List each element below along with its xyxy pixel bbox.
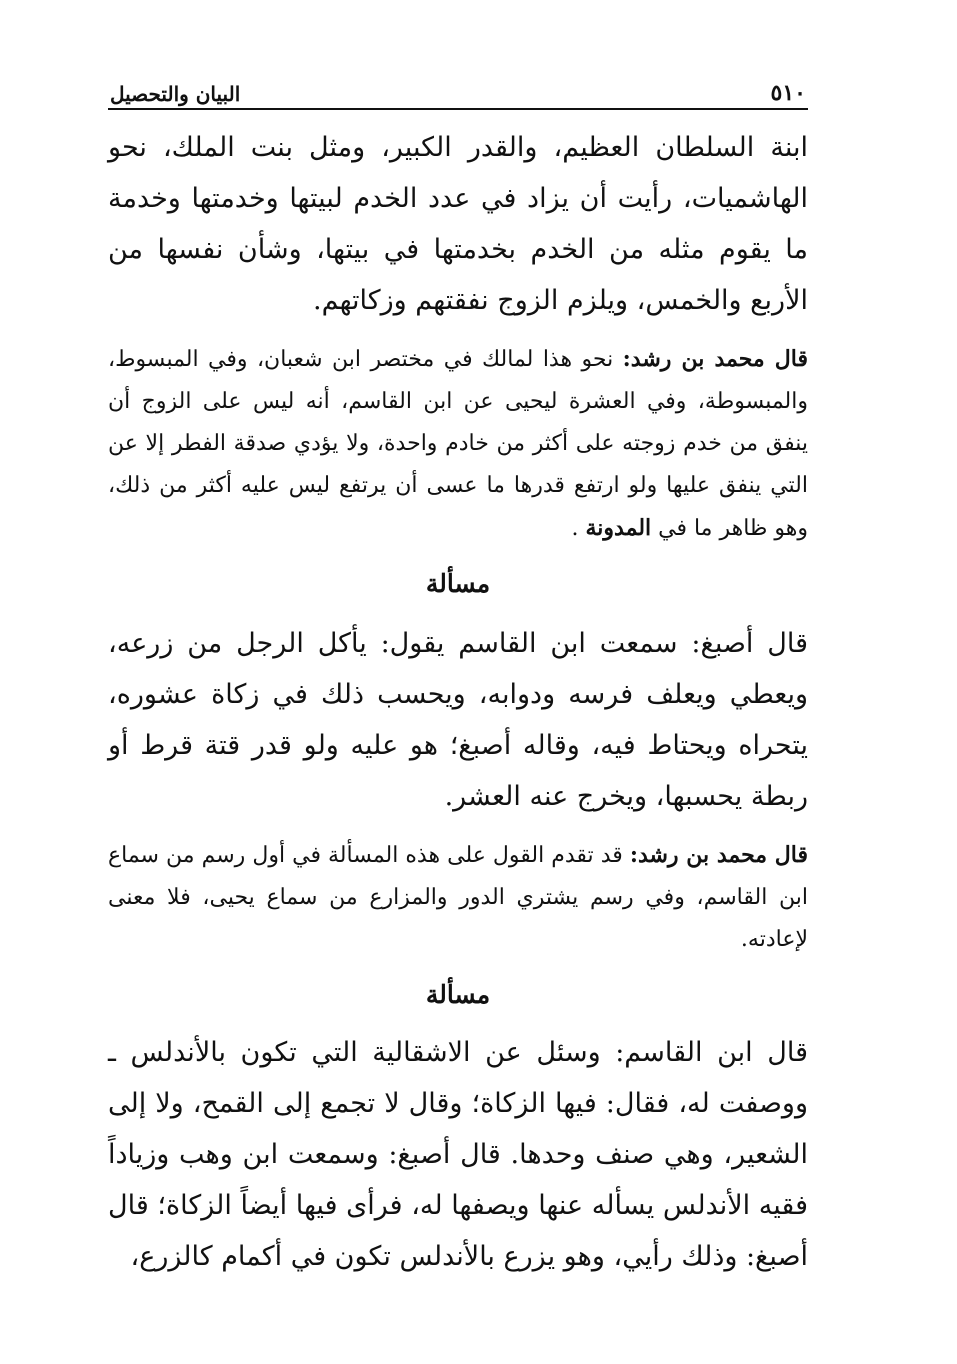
commentary-lead: قال محمد بن رشد: [622, 346, 809, 372]
running-header [108, 70, 808, 110]
section-heading-2: مسألة [425, 980, 491, 1009]
page-number: ٥١٠ [770, 80, 806, 106]
commentary-text: نحو هذا لمالك في مختصر ابن شعبان، وفي المبسوط، والمبسوطة، وفي العشرة ليحيى عن ابن القاسم، أنه ليس على الزوج أن ينفق من خدم زوجته على أكثر من خادم واحدة، ولا يؤدي صدقة الفطر إلا عن التي ينفق عليها ولو ارتفع قدرها ما عسى أن يرتفع ليس عليه أكثر من ذلك، وهو ظاهر ما في [108, 347, 808, 541]
paragraph-1: ابنة السلطان العظيم، والقدر الكبير، ومثل بنت الملك، نحو الهاشميات، رأيت أن يزاد في عدد الخدم لبيتها وخدمتها وخدمة ما يقوم مثله من الخدم بخدمتها في بيتها، وشأن نفسها من الأربع والخمس، ويلزم الزوج نفقتهم وزكاتهم. [108, 132, 808, 316]
paragraph-2: قال أصبغ: سمعت ابن القاسم يقول: يأكل الرجل من زرعه، ويعطي ويعلف فرسه ودوابه، ويحسب ذلك في زكاة عشوره، يتحراه ويحتاط فيه، وقاله أصبغ؛ هو عليه ولو قدر قتة قرط أو ربطة يحسبها، ويخرج عنه العشر. [108, 628, 808, 812]
body-text [108, 122, 808, 1282]
commentary-text-2: قد تقدم القول على هذه المسألة في أول رسم من سماع ابن القاسم، وفي رسم يشتري الدور والمزارع من سماع يحيى، فلا معنى لإعادته. [108, 843, 808, 952]
paragraph-3: قال ابن القاسم: وسئل عن الاشقالية التي تكون بالأندلس ـ ووصفت له، فقال: فيها الزكاة؛ وقال لا تجمع إلى القمح، ولا إلى الشعير، وهي صنف وحدها. قال أصبغ: وسمعت ابن وهب وزياداً فقيه الأندلس يسأله عنها ويصفها له، فرأى فيها أيضاً الزكاة؛ قال أصبغ: وذلك رأيي، وهو يزرع بالأندلس تكون في أكمام كالزرع، [108, 1037, 808, 1272]
commentary-bold-term: المدونة [585, 515, 652, 541]
book-page [108, 70, 808, 1282]
commentary-paragraph-2 [108, 834, 808, 961]
commentary-lead-2: قال محمد بن رشد: [629, 842, 809, 868]
commentary-paragraph-1 [108, 338, 808, 550]
commentary-end: . [571, 516, 586, 541]
section-heading-1: مسألة [425, 569, 491, 598]
book-title: البيان والتحصيل [110, 82, 241, 106]
